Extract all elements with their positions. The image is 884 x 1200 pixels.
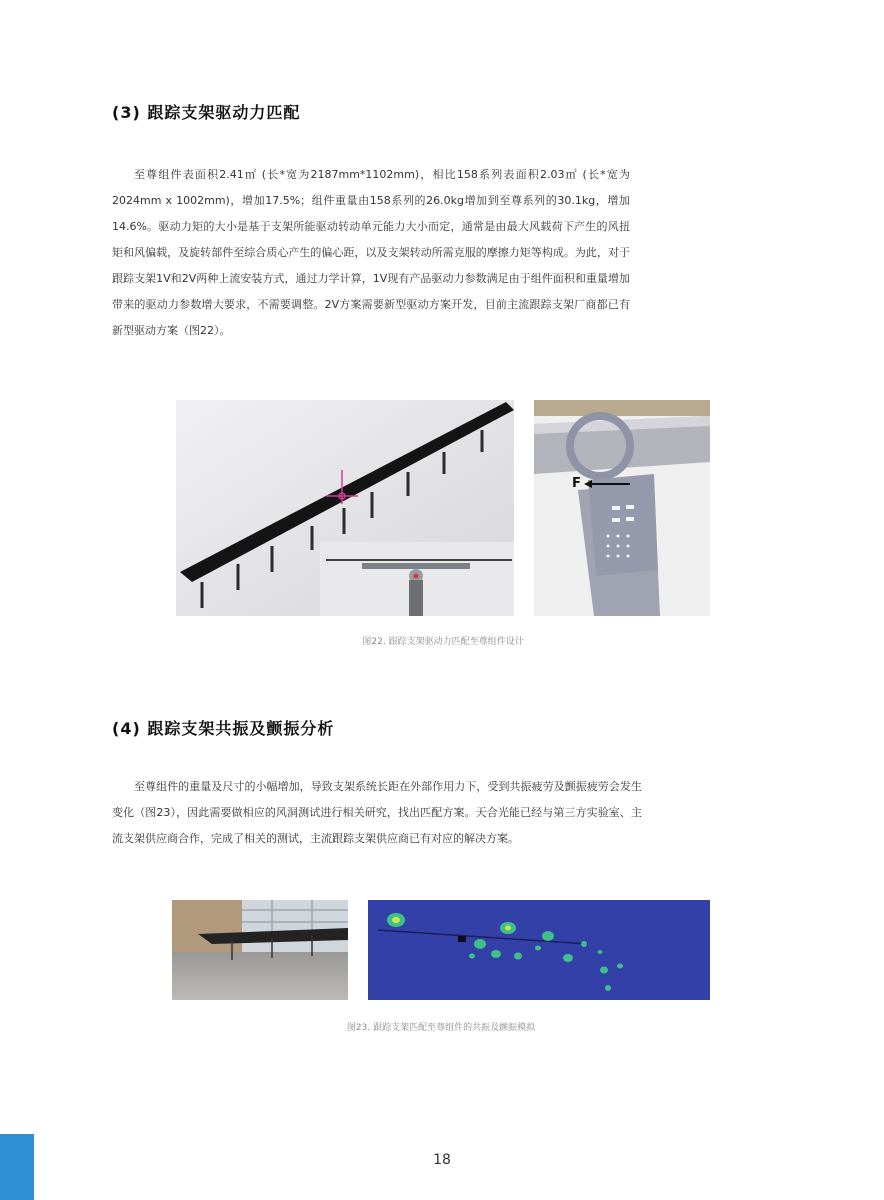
tracker-render-graphic [176, 400, 514, 616]
drive-detail-graphic [534, 400, 710, 616]
figure23-wind-tunnel-photo [172, 900, 348, 1000]
wind-tunnel-graphic [172, 900, 348, 1000]
figure23-caption: 图23. 跟踪支架匹配至尊组件的共振及颤振模拟 [346, 1023, 536, 1033]
figure22-tracker-render [176, 400, 514, 616]
figure22-caption: 图22. 跟踪支架驱动力匹配至尊组件设计 [362, 637, 524, 647]
section-title-drive-force: (3) 跟踪支架驱动力匹配 [112, 103, 301, 122]
corner-tab [0, 1134, 34, 1200]
heatmap-graphic [368, 900, 710, 1000]
force-label: F [572, 476, 581, 491]
figure23-vibration-heatmap [368, 900, 710, 1000]
figure22-drive-detail [534, 400, 710, 616]
section-title-resonance: (4) 跟踪支架共振及颤振分析 [112, 719, 335, 738]
paragraph-resonance: 至尊组件的重量及尺寸的小幅增加，导致支架系统长距在外部作用力下，受到共振疲劳及颤振疲劳会发生变化（图23），因此需要做相应的风洞测试进行相关研究，找出匹配方案。天合光能已经与第三方实验室、主流支架供应商合作，完成了相关的测试，主流跟踪支架供应商已有对应的解决方案。 [112, 780, 642, 845]
paragraph-drive-force: 至尊组件表面积2.41㎡ (长*宽为2187mm*1102mm)，相比158系列表面积2.03㎡ (长*宽为2024mm x 1002mm)，增加17.5%；组件重量由158系列的26.0kg增加到至尊系列的30.1kg，增加14.6%。驱动力矩的大小是基于支架所能驱动转动单元能力大小而定，通常是由最大风载荷下产生的风扭矩和风偏载，及旋转部件至综合质心产生的偏心距，以及支架转动所需克服的摩擦力矩等构成。为此，对于跟踪支架1V和2V两种上流安装方式，通过力学计算，1V现有产品驱动力参数满足由于组件面积和重量增加带来的驱动力参数增大要求，不需要调整。2V方案需要新型驱动方案开发，目前主流跟踪支架厂商都已有新型驱动方案（图22）。 [112, 168, 630, 337]
page-number: 18 [433, 1152, 451, 1168]
